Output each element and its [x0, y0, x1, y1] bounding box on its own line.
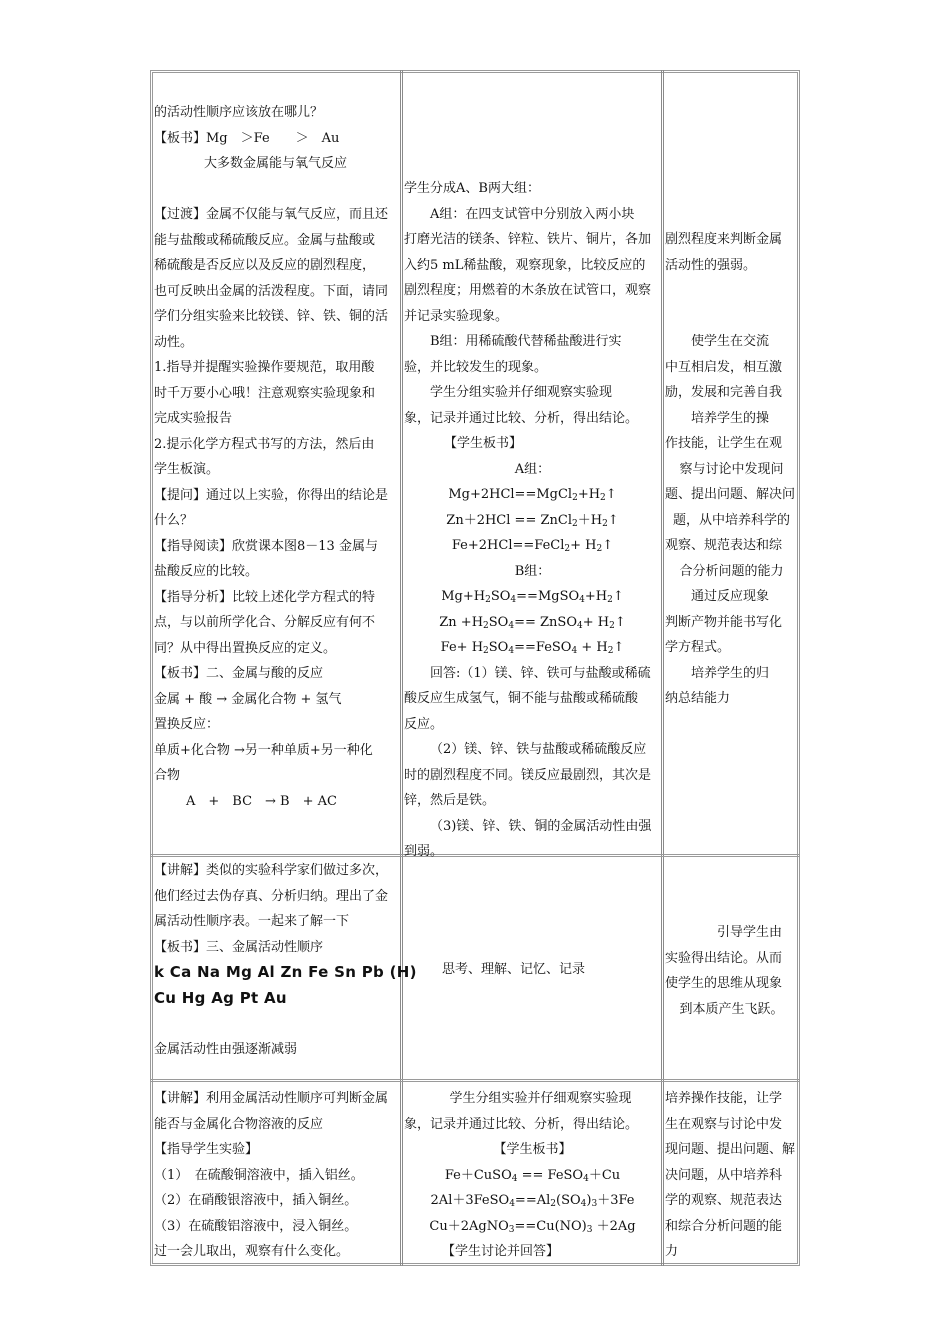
text-line: （1） 在硫酸铜溶液中，插入铝丝。	[154, 1167, 364, 1183]
equation: $Zn +H_2SO_4==$ ZnSO$_4$+ $H_2↑$	[439, 614, 626, 631]
row1-student-activity	[404, 176, 661, 865]
text-line	[665, 304, 798, 330]
text-line: （2）镁、锌、铁与盐酸或稀硫酸反应	[430, 742, 647, 757]
equation: $2Al+3FeSO_4==Al_2(SO_4)_3+3Fe$	[430, 1193, 635, 1209]
column-divider	[400, 70, 403, 1266]
text-line: 中互相启发，相互激	[665, 359, 783, 375]
board-note: 【板书】三、金属活动性顺序	[154, 939, 324, 955]
row2-teacher-activity	[154, 858, 417, 1062]
text-line: 合物	[154, 768, 181, 783]
text-line: 反应。	[404, 716, 444, 732]
text-line: 时的剧烈程度不同。镁反应最剧烈，其次是	[404, 767, 652, 783]
text-line: 完成实验报告	[154, 411, 233, 426]
text-line: 动性。	[154, 334, 194, 350]
text-line: 学生分组实验并仔细观察实验现	[449, 1091, 632, 1106]
text-line: 学生分组实验并仔细观察实验现	[430, 385, 613, 400]
equation: Fe+2HCl==FeCl$_2$+ $H_2↑$	[451, 538, 614, 554]
text-line: 励，发展和完善自我	[665, 385, 783, 400]
text-line: 学生板演。	[154, 462, 220, 477]
text-line: 并记录实验现象。	[404, 308, 509, 324]
discussion-heading: 【学生讨论并回答】	[442, 1244, 560, 1259]
row3-design-intent	[665, 1086, 798, 1265]
text-line: 【过渡】金属不仅能与氧气反应，而且还	[154, 207, 389, 222]
row1-teacher-activity	[154, 100, 400, 814]
equation: $Zn+2HCl == ZnCl_2+H_2↑$	[446, 512, 619, 529]
group-a-label: A组：	[514, 461, 551, 477]
board-note: 【板书】Mg ＞Fe ＞ Au	[154, 130, 340, 146]
spacer	[154, 1011, 400, 1037]
text-line: A + BC → B + AC	[186, 793, 337, 809]
text-line: 学方程式。	[665, 640, 731, 655]
text-line: 通过反应现象	[691, 589, 770, 604]
text-line: 实验得出结论。从而	[665, 950, 783, 966]
activity-series-line: Cu Hg Ag Pt Au	[154, 988, 287, 1007]
text-line: 现问题、提出问题、解	[665, 1142, 796, 1157]
text-line: A组：在四支试管中分别放入两小块	[430, 206, 635, 222]
text-line: 打磨光洁的镁条、锌粒、铁片、铜片，各加	[404, 232, 652, 247]
column-divider	[661, 70, 664, 1266]
text-line: 培养操作技能，让学	[665, 1091, 783, 1106]
row3-student-activity	[404, 1086, 661, 1265]
text-line: （2）在硝酸银溶液中，插入铜丝。	[154, 1193, 358, 1208]
text-line: 题、提出问题、解决问	[665, 487, 796, 502]
text-line: 观察、规范表达和综	[665, 538, 783, 553]
text-line: 回答:（1）镁、锌、铁可与盐酸或稀硫	[430, 665, 651, 681]
text-line: 引导学生由	[717, 925, 783, 940]
row1-design-intent	[665, 227, 798, 712]
text-line: 判断产物并能书写化	[665, 614, 783, 630]
text-line: 学的观察、规范表达	[665, 1193, 783, 1208]
text-line: 象，记录并通过比较、分析，得出结论。	[404, 410, 639, 426]
text-line: 到本质产生飞跃。	[679, 1001, 784, 1017]
text-line	[154, 177, 400, 203]
text-line: 验，并比较发生的现象。	[404, 359, 548, 375]
activity-trend-note: 金属活动性由强逐渐减弱	[154, 1041, 298, 1057]
text-line: 剧烈程度来判断金属	[665, 232, 783, 247]
text-line: 【提问】通过以上实验，你得出的结论是	[154, 487, 389, 503]
text-line: 同？从中得出置换反应的定义。	[154, 640, 337, 656]
text-line: 置换反应：	[154, 717, 220, 732]
text-line: 培养学生的归	[691, 665, 770, 681]
text-line	[665, 278, 798, 304]
text-line: （3）在硫酸铝溶液中，浸入铜丝。	[154, 1218, 358, 1234]
equation: $Mg+2HCl==MgCl_2+H_2↑$	[448, 487, 617, 503]
row2-design-intent	[665, 920, 798, 1022]
text-line: 察与讨论中发现问	[679, 461, 784, 477]
text-line: 作技能，让学生在观	[665, 436, 783, 451]
text-line: 酸反应生成氢气，铜不能与盐酸或稀硫酸	[404, 691, 639, 706]
text-line: 能与盐酸或稀硫酸反应。金属与盐酸或	[154, 232, 376, 248]
text-line: 【讲解】类似的实验科学家们做过多次，	[154, 863, 389, 878]
text-line: 合分析问题的能力	[679, 563, 784, 579]
text-line: 属活动性顺序表。一起来了解一下	[154, 914, 350, 929]
text-line: 学生分成A、B两大组：	[404, 181, 540, 196]
text-line: 盐酸反应的比较。	[154, 564, 259, 579]
text-line: 1.指导并提醒实验操作要规范，取用酸	[154, 360, 375, 375]
text-line: 锌，然后是铁。	[404, 793, 496, 808]
text-line: 到弱。	[404, 844, 444, 859]
text-line: 思考、理解、记忆、记录	[442, 962, 586, 977]
row2-student-activity	[404, 957, 661, 983]
text-line: 使学生的思维从现象	[665, 976, 783, 991]
text-line: 【板书】二、金属与酸的反应	[154, 666, 324, 681]
text-line: 题，从中培养科学的	[672, 512, 790, 528]
text-line: 他们经过去伪存真、分析归纳。理出了金	[154, 888, 389, 904]
text-line: 【指导分析】比较上述化学方程式的特	[154, 589, 376, 605]
text-line: 稀硫酸是否反应以及反应的剧烈程度，	[154, 258, 376, 273]
text-line: 力	[665, 1244, 679, 1259]
text-line: 【讲解】利用金属活动性顺序可判断金属	[154, 1091, 389, 1106]
text-line: 什么？	[154, 513, 194, 528]
student-board-heading: 【学生板书】	[444, 436, 523, 451]
text-line: 点，与以前所学化合、分解反应有何不	[154, 615, 376, 630]
text-line: B组：用稀硫酸代替稀盐酸进行实	[430, 334, 622, 349]
text-line: 培养学生的操	[691, 410, 770, 426]
activity-series-line: k Ca Na Mg Al Zn Fe Sn Pb (H)	[154, 963, 417, 981]
equation: Fe＋CuSO$_4$ == FeSO$_4$＋Cu	[444, 1167, 621, 1184]
text-line: 纳总结能力	[665, 691, 731, 706]
text-line: 象，记录并通过比较、分析，得出结论。	[404, 1116, 639, 1132]
text-line: 也可反映出金属的活泼程度。下面，请同	[154, 283, 389, 299]
text-line: 金属 + 酸 → 金属化合物 + 氢气	[154, 691, 342, 707]
text-line: 使学生在交流	[691, 334, 770, 349]
text-line: 和综合分析问题的能	[665, 1218, 783, 1234]
text-line: （3)镁、锌、铁、铜的金属活动性由强	[430, 818, 652, 834]
text-line: 2.提示化学方程式书写的方法，然后由	[154, 436, 375, 452]
text-line: 单质+化合物 →另一种单质+另一种化	[154, 742, 373, 758]
text-line: 生在观察与讨论中发	[665, 1116, 783, 1132]
row-divider	[150, 1079, 800, 1082]
row3-teacher-activity	[154, 1086, 400, 1265]
text-line: 【指导学生实验】	[154, 1142, 259, 1157]
text-line: 的活动性顺序应该放在哪儿？	[154, 105, 324, 120]
group-b-label: B组：	[514, 563, 551, 579]
text-line: 能否与金属化合物溶液的反应	[154, 1116, 324, 1132]
text-line: 决问题，从中培养科	[665, 1167, 783, 1183]
equation: $Fe+ H_2SO_4==FeSO_4$ + $H_2↑$	[440, 640, 625, 656]
text-line: 过一会儿取出，观察有什么变化。	[154, 1244, 350, 1259]
text-line: 活动性的强弱。	[665, 257, 757, 273]
equation: $Mg+H_2SO_4==MgSO_4+H_2↑$	[441, 589, 624, 605]
text-line: 【指导阅读】欣赏课本图8－13 金属与	[154, 538, 378, 554]
text-line: 入约5 mL稀盐酸，观察现象，比较反应的	[404, 257, 646, 273]
text-line: 学们分组实验来比较镁、锌、铁、铜的活	[154, 309, 389, 324]
student-board-heading: 【学生板书】	[493, 1142, 572, 1157]
text-line: 剧烈程度；用燃着的木条放在试管口，观察	[404, 283, 652, 298]
text-line: 时千万要小心哦！注意观察实验现象和	[154, 385, 376, 401]
text-line: 大多数金属能与氧气反应	[204, 156, 348, 171]
equation: $Cu+2AgNO_3==Cu(NO)_3 +2Ag$	[429, 1218, 636, 1235]
